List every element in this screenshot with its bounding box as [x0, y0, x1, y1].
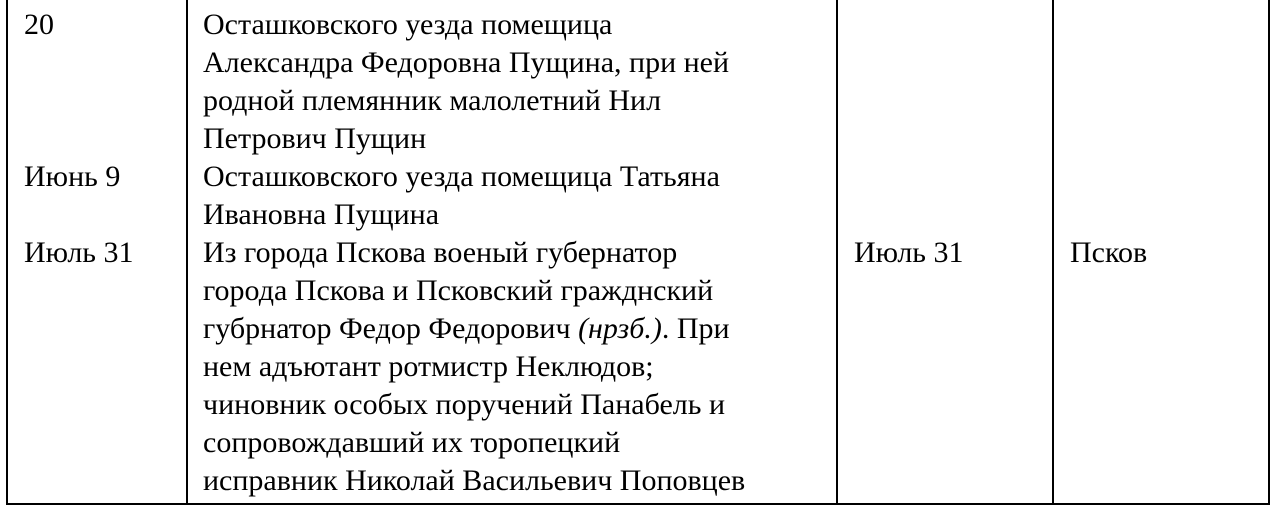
description-column-cell	[190, 0, 838, 503]
entry-date-july: Июль 31	[24, 236, 134, 269]
destination-place: Псков	[1070, 236, 1148, 269]
text-line: Из города Пскова военый губернатор	[203, 236, 678, 269]
departure-date: Июль 31	[854, 236, 964, 269]
text-line: города Пскова и Псковский гражднский	[203, 274, 714, 307]
illegible-note: (нрзб.)	[578, 312, 662, 345]
text-line: нем адъютант ротмистр Неклюдов;	[203, 350, 654, 383]
entry-2-text	[203, 158, 720, 234]
date-column-cell	[8, 0, 188, 503]
text-line: Ивановна Пущина	[203, 198, 440, 231]
entry-number: 20	[24, 8, 54, 41]
text-line: Осташковского уезда помещица Татьяна	[203, 160, 720, 193]
destination-cell	[1056, 0, 1270, 503]
text-fragment: . При	[661, 312, 730, 345]
text-line: Осташковского уезда помещица	[203, 8, 613, 41]
text-line: чиновник особых поручений Панабель и	[203, 388, 725, 421]
text-line	[203, 310, 745, 348]
archive-table	[6, 0, 1270, 505]
text-line: исправник Николай Васильевич Поповцев	[203, 464, 746, 497]
entry-1-text	[203, 6, 729, 158]
text-line: Петрович Пущин	[203, 122, 427, 155]
text-line: сопровождавший их торопецкий	[203, 426, 621, 459]
entry-3-text	[203, 234, 745, 500]
text-line: родной племянник малолетний Нил	[203, 84, 662, 117]
departure-date-cell	[840, 0, 1054, 503]
text-fragment: губрнатор Федор Федорович	[203, 312, 579, 345]
text-line: Александра Федоровна Пущина, при ней	[203, 46, 730, 79]
entry-date-june: Июнь 9	[24, 160, 121, 193]
